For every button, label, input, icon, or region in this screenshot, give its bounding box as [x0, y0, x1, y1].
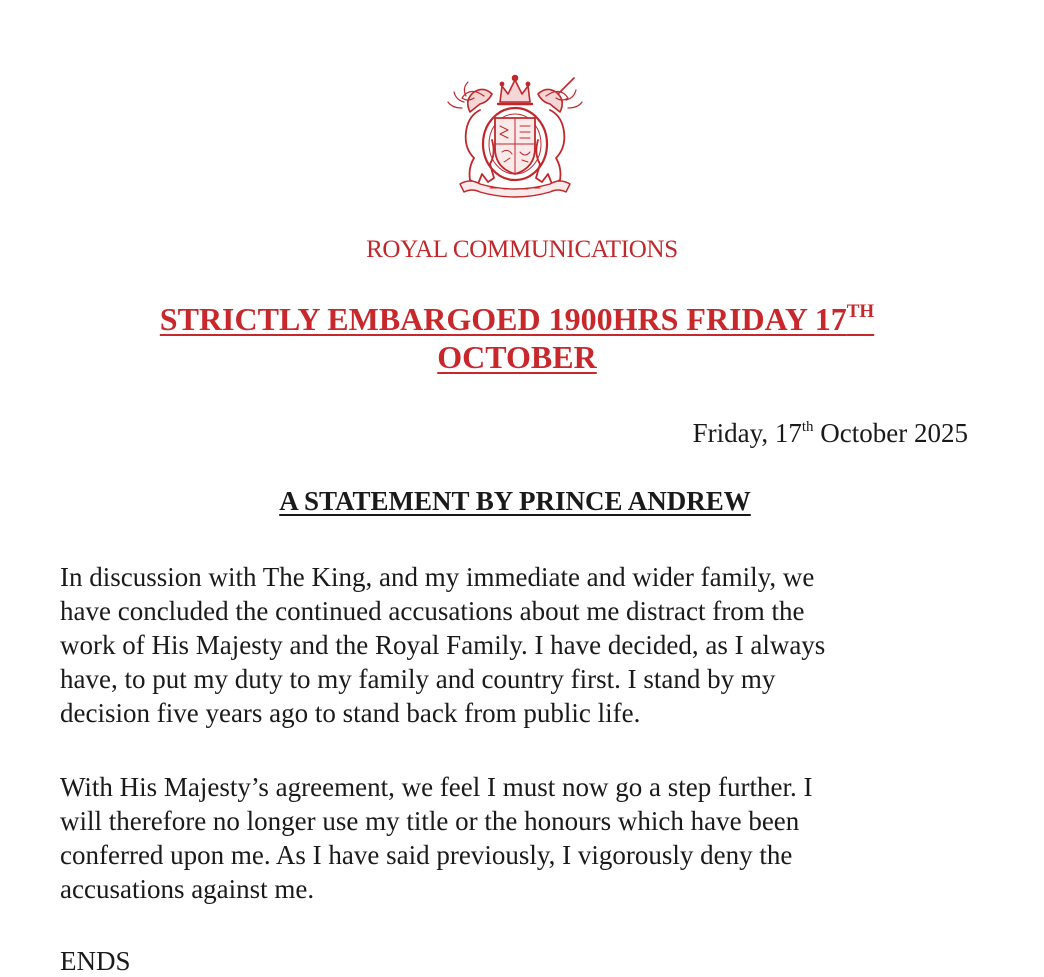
paragraph-line: have concluded the continued accusations about me distract from the: [60, 596, 805, 626]
paragraph-line: conferred upon me. As I have said previously, I vigorously deny the: [60, 840, 793, 870]
paragraph-line: work of His Majesty and the Royal Family. I have decided, as I always: [60, 630, 826, 660]
statement-heading: A STATEMENT BY PRINCE ANDREW: [279, 486, 751, 516]
embargo-ordinal: TH: [846, 301, 875, 322]
paragraph-line: decision five years ago to stand back from public life.: [60, 698, 641, 728]
embargo-line-2: OCTOBER: [437, 339, 597, 375]
date-ordinal: th: [801, 419, 814, 435]
paragraph-line: accusations against me.: [60, 874, 315, 904]
paragraph-line: In discussion with The King, and my immediate and wider family, we: [60, 562, 815, 592]
royal-crest-icon: [440, 72, 590, 198]
issuer-name: ROYAL COMMUNICATIONS: [366, 236, 678, 263]
embargo-notice: [0, 300, 1034, 376]
paragraph-line: have, to put my duty to my family and country first. I stand by my: [60, 664, 776, 694]
paragraph-line: With His Majesty’s agreement, we feel I must now go a step further. I: [60, 772, 813, 802]
statement-date: Friday, 17th October 2025: [692, 418, 968, 448]
paragraph-1: [60, 560, 1020, 730]
paragraph-2: [60, 770, 1020, 906]
closing-ends: ENDS: [60, 946, 131, 976]
paragraph-line: will therefore no longer use my title or the honours which have been: [60, 806, 800, 836]
embargo-line-1: STRICTLY EMBARGOED 1900HRS FRIDAY 17TH: [159, 301, 875, 337]
